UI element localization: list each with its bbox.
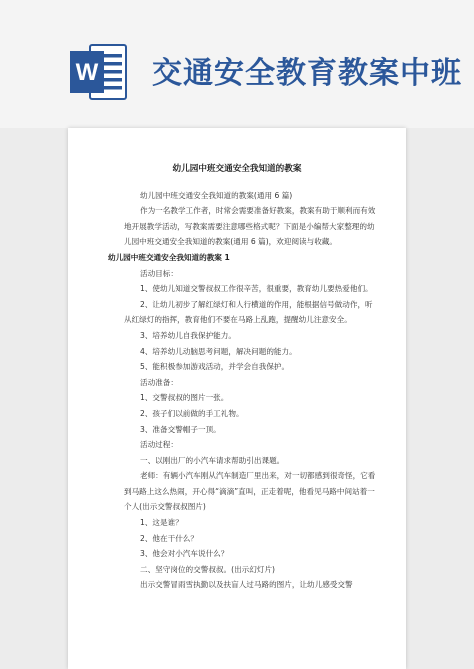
paragraph: 作为一名教学工作者，时常会需要准备好教案，教案有助于顺利而有效地开展教学活动，写教案需要注意哪些格式呢？下面是小编帮大家整理的幼儿园中班交通安全我知道的教案(通用 6 篇)，欢迎阅读与收藏。 [124, 206, 376, 247]
document-page [68, 128, 406, 669]
paragraph: 出示交警冒雨雪执勤以及扶盲人过马路的图片，让幼儿感受交警 [140, 580, 353, 590]
paragraph: 活动过程： [140, 440, 178, 450]
document-title: 幼儿园中班交通安全我知道的教案 [172, 164, 302, 174]
paragraph: 5、能积极参加游戏活动，并学会自我保护。 [140, 362, 290, 372]
paragraph: 2、他在干什么？ [140, 533, 198, 543]
paragraph: 一、以刚出厂的小汽车请求帮助引出课题。 [140, 455, 285, 465]
paragraph: 二、坚守岗位的交警叔叔。(出示幻灯片) [140, 564, 276, 574]
paragraph: 1、使幼儿知道交警叔叔工作很辛苦，很重要，教育幼儿要热爱他们。 [140, 284, 373, 294]
word-logo-letter: W [75, 59, 99, 86]
paragraph: 1、这是谁？ [140, 518, 183, 528]
banner [0, 0, 474, 128]
paragraph: 2、孩子们以前做的手工礼物。 [140, 408, 244, 418]
paragraph: 3、准备交警帽子一顶。 [140, 424, 221, 434]
paragraph: 活动目标： [140, 268, 178, 278]
paragraph: 1、交警叔叔的图片一张。 [140, 393, 229, 403]
document-body [108, 188, 380, 593]
paragraph: 2、让幼儿初步了解红绿灯和人行横道的作用，能根据信号做动作，听从红绿灯的指挥，教育他们不要在马路上乱跑，提醒幼儿注意安全。 [124, 299, 373, 325]
section-heading: 幼儿园中班交通安全我知道的教案 1 [108, 252, 230, 262]
paragraph: 3、他会对小汽车说什么？ [140, 549, 229, 559]
paragraph: 老师：有辆小汽车刚从汽车制造厂里出来，对一切都感到很奇怪，它看到马路上这么热闹，开心得“滴滴”直叫，正走着呢，他看见马路中间站着一个人(出示交警叔叔图片) [124, 471, 376, 512]
word-logo-icon [68, 41, 128, 103]
paragraph: 活动准备： [140, 377, 178, 387]
paragraph: 幼儿园中班交通安全我知道的教案(通用 6 篇) [140, 190, 293, 200]
paragraph: 4、培养幼儿动脑思考问题，解决问题的能力。 [140, 346, 297, 356]
banner-title: 交通安全教育教案中班 [152, 56, 462, 91]
paragraph: 3、培养幼儿自我保护能力。 [140, 330, 236, 340]
